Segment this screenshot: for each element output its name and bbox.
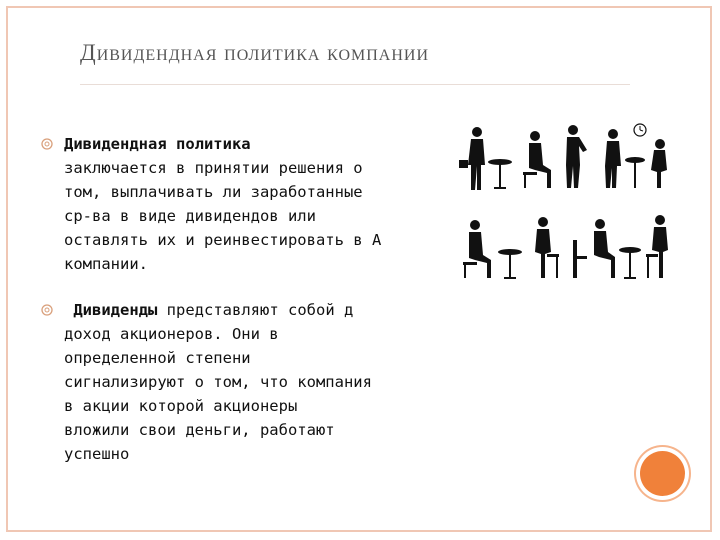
bullet-1-term: Дивидендная политика — [64, 135, 251, 153]
slide-title: Дивидендная политика компании — [80, 40, 430, 65]
title-divider — [80, 84, 630, 85]
bullet-icon — [40, 137, 54, 151]
bullet-2-line: определенной степени — [64, 349, 251, 367]
bullet-2-term: Дивиденды — [73, 301, 158, 319]
business-people-illustration — [455, 120, 675, 290]
bullet-2-line: сигнализируют о том, что компания — [64, 373, 372, 391]
bullet-2-line: в акции которой акционеры — [64, 397, 298, 415]
bullet-2-line: успешно — [64, 445, 130, 463]
decorative-circle-icon — [640, 451, 685, 496]
bullet-2-line: вложили свои деньги, работают — [64, 421, 335, 439]
bullet-2-first-line: представляют собой д — [157, 301, 354, 319]
bullet-1-line: том, выплачивать ли заработанные — [64, 183, 363, 201]
bullet-1-line: заключается в принятии решения о — [64, 159, 363, 177]
bullet-icon — [40, 303, 54, 317]
bullet-1-line: оставлять их и реинвестировать в А — [64, 231, 382, 249]
bullet-1-text — [64, 132, 454, 276]
bullet-1-line: ср-ва в виде дивидендов или — [64, 207, 316, 225]
bullet-2-line: доход акционеров. Они в — [64, 325, 279, 343]
bullet-2-text — [64, 298, 454, 466]
bullet-1-line: компании. — [64, 255, 148, 273]
